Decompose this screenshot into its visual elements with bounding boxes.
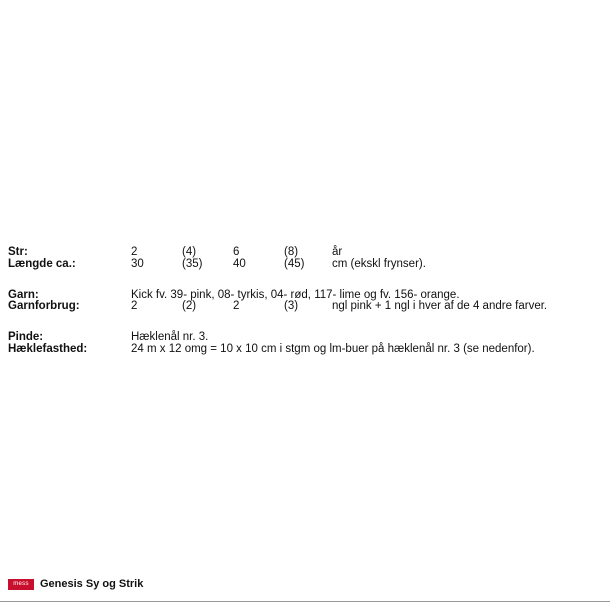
laengde-value-2: (35) <box>182 257 203 270</box>
row-label-str: Str: <box>8 246 28 258</box>
row-label-garnforbrug: Garnforbrug: <box>8 300 80 312</box>
spacer-cell <box>332 276 602 290</box>
spacer-cell <box>131 318 182 332</box>
page-footer <box>8 578 143 590</box>
str-size-2: (4) <box>182 246 197 258</box>
row-label-haeklefasthed: Hæklefasthed: <box>8 342 88 355</box>
brand-name: Genesis Sy og Strik <box>40 578 144 590</box>
garnforbrug-value-3: 2 <box>233 300 240 312</box>
spacer-row-2 <box>8 318 602 332</box>
laengde-value-3: 40 <box>233 257 246 270</box>
laengde-value-1: 30 <box>131 257 144 270</box>
spacer-cell <box>131 276 182 290</box>
laengde-value-4: (45) <box>284 257 305 270</box>
row-label-pinde: Pinde: <box>8 331 44 343</box>
pattern-spec-table <box>8 247 602 361</box>
haeklefasthed-value: 24 m x 12 omg = 10 x 10 cm i stgm og lm-buer på hæklenål nr. 3 (se nedenfor). <box>131 342 535 355</box>
garnforbrug-value-1: 2 <box>131 300 138 312</box>
spacer-cell <box>284 318 332 332</box>
footer-divider <box>0 601 610 602</box>
spacer-cell <box>8 318 131 332</box>
str-size-4: (8) <box>284 246 299 258</box>
garnforbrug-note: ngl pink + 1 ngl i hver af de 4 andre farver. <box>332 300 548 312</box>
str-size-1: 2 <box>131 246 138 258</box>
brand-logo-icon: mess <box>8 579 34 590</box>
row-label-garn: Garn: <box>8 288 39 301</box>
table-row-pinde <box>8 332 602 344</box>
table-row-str <box>8 247 602 259</box>
garnforbrug-value-4: (3) <box>284 300 299 312</box>
str-unit: år <box>332 246 343 258</box>
table-row-laengde <box>8 259 602 276</box>
spacer-cell <box>332 318 602 332</box>
spacer-cell <box>233 276 284 290</box>
laengde-unit: cm (ekskl frynser). <box>332 257 426 270</box>
spacer-cell <box>182 276 233 290</box>
spacer-row-1 <box>8 276 602 290</box>
spacer-cell <box>182 318 233 332</box>
table-row-garnforbrug <box>8 301 602 318</box>
pinde-value: Hæklenål nr. 3. <box>131 331 209 343</box>
spacer-cell <box>284 276 332 290</box>
row-label-laengde: Længde ca.: <box>8 257 76 270</box>
str-size-3: 6 <box>233 246 240 258</box>
garnforbrug-value-2: (2) <box>182 300 197 312</box>
spacer-cell <box>233 318 284 332</box>
garn-value: Kick fv. 39- pink, 08- tyrkis, 04- rød, 117- lime og fv. 156- orange. <box>131 288 460 301</box>
table-row-haeklefasthed <box>8 344 602 361</box>
spacer-cell <box>8 276 131 290</box>
